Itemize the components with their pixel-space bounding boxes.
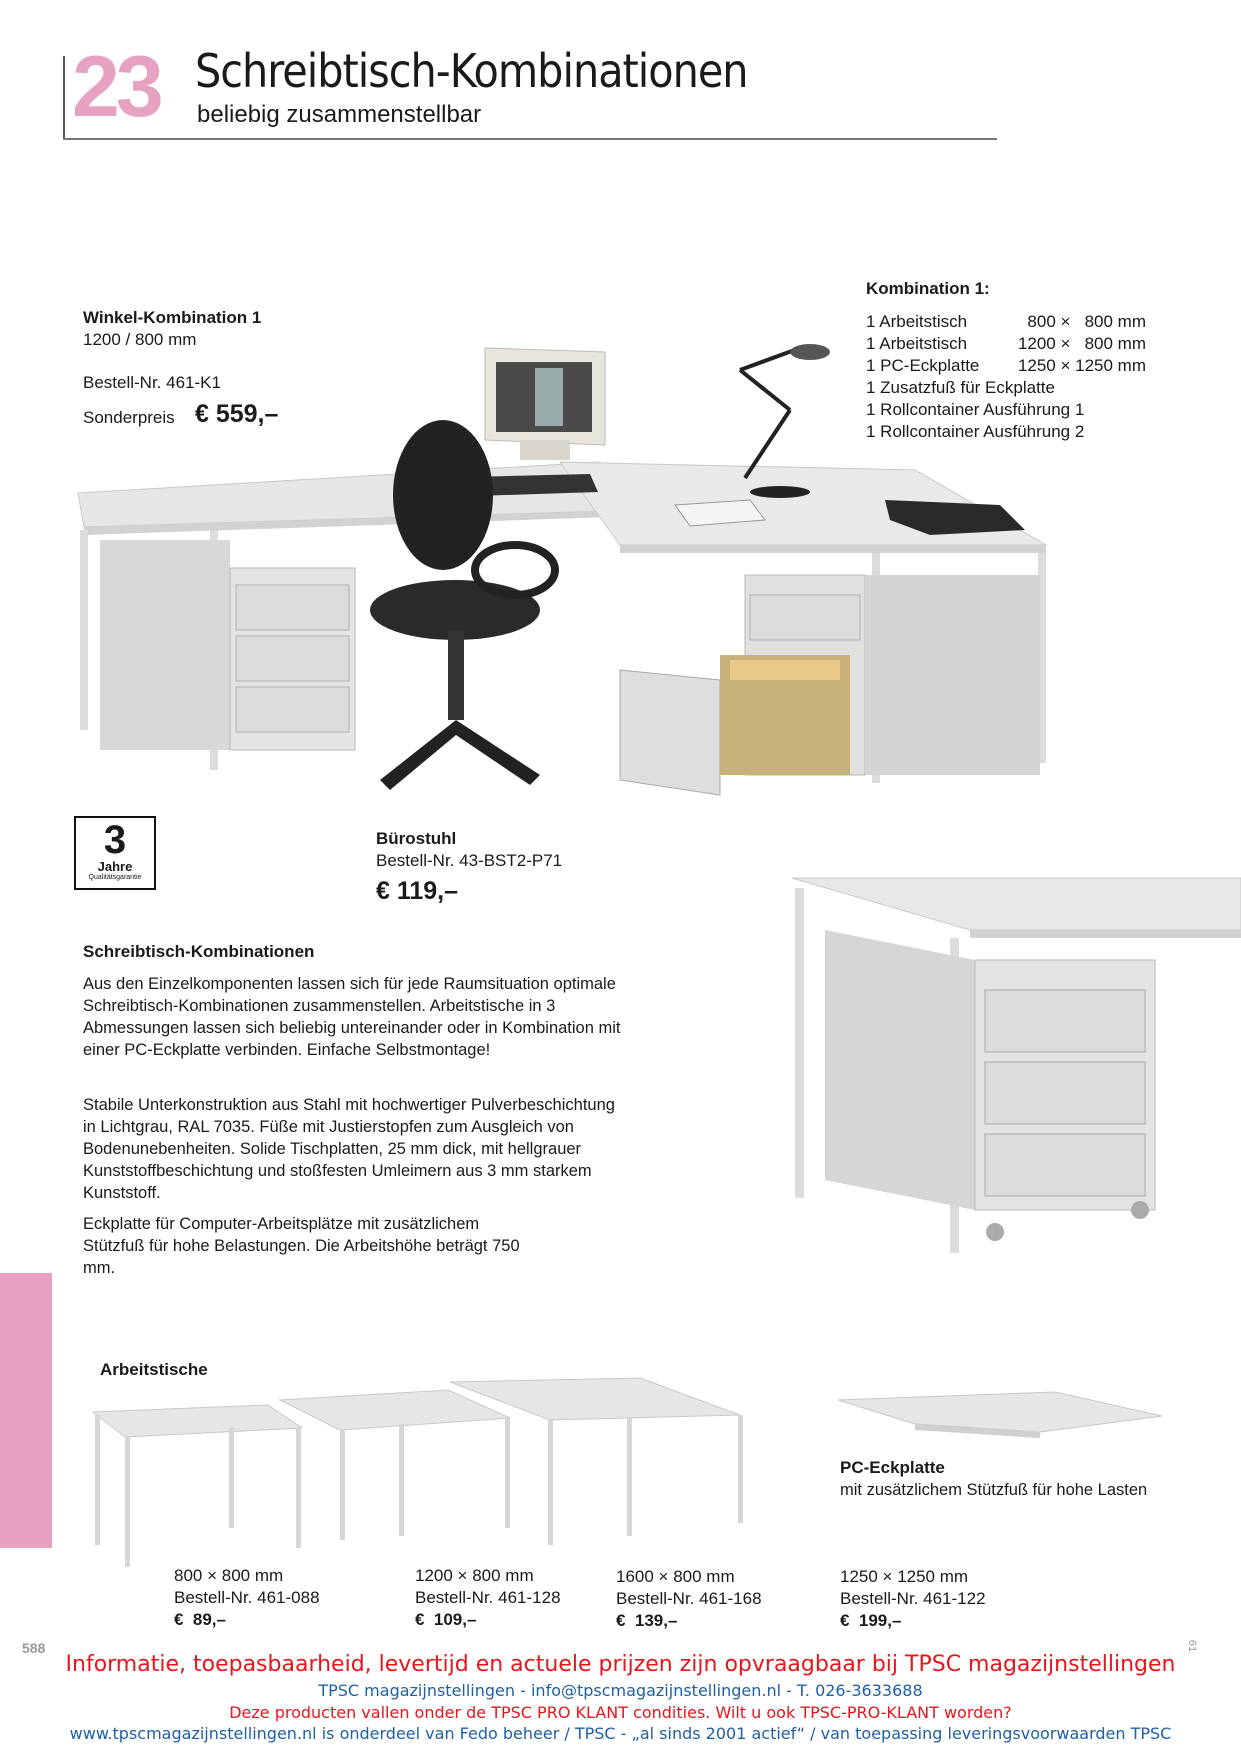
stuhl-order-number: Bestell-Nr. 43-BST2-P71 (376, 851, 563, 870)
stuhl-price: € 119,– (376, 877, 459, 905)
footer-contact-line: TPSC magazijnstellingen - info@tpscmagazijnstellingen.nl - T. 026-3633688 (318, 1681, 923, 1700)
eckplatte-title: PC-Eckplatte (840, 1458, 945, 1477)
eckplatte-price: € 199,– (840, 1611, 902, 1630)
kombination-item-name: 1 Arbeitstisch (866, 334, 968, 353)
arbeitstisch-item (616, 1566, 762, 1632)
winkel-title: Winkel-Kombination 1 (83, 308, 262, 327)
arbeitstisch-item (174, 1565, 320, 1631)
kombination-item-name: 1 PC-Eckplatte (866, 356, 980, 375)
arbeitstisch-price: € 139,– (616, 1611, 678, 1630)
description-paragraph-3: Eckplatte für Computer-Arbeitsplätze mit zusätzlichem Stützfuß für hohe Belastungen. Die Arbeitshöhe beträgt 750 mm. (83, 1215, 520, 1277)
kombination-extra: 1 Rollcontainer Ausführung 2 (866, 422, 1085, 441)
page-subtitle: beliebig zusammenstellbar (197, 101, 482, 128)
kombination-title: Kombination 1: (866, 279, 990, 298)
kombination-list (866, 311, 1166, 443)
arbeitstisch-size: 800 × 800 mm (174, 1566, 284, 1585)
kombination-item-dims: 1200 × 800 mm (1017, 334, 1146, 353)
chapter-tab (0, 1273, 52, 1548)
desk-with-container-image (792, 878, 1241, 1253)
kombination-item-dims: 800 × 800 mm (1027, 312, 1146, 331)
footer-condition-line: Deze producten vallen onder de TPSC PRO KLANT condities. Wilt u ook TPSC-PRO-KLANT worden? (229, 1703, 1012, 1722)
stuhl-title: Bürostuhl (376, 829, 457, 848)
description-paragraph-1: Aus den Einzelkomponenten lassen sich für jede Raumsituation optimale Schreibtisch-Kombinationen zusammenstellen. Arbeitstische in 3 Abmessungen lassen sich beliebig untereinander oder in Kombination mit einer PC-Eckplatte verbinden. Einfache Selbstmontage! (83, 975, 621, 1059)
page-number: 588 (22, 1640, 46, 1656)
arbeitstische-image (93, 1378, 743, 1567)
arbeitstisch-price: € 89,– (174, 1610, 226, 1629)
kombination-row (866, 311, 1166, 333)
arbeitstisch-item (415, 1565, 561, 1631)
footer-info-line: Informatie, toepasbaarheid, levertijd en actuele prijzen zijn opvraagbaar bij TPSC magazijnstellingen (65, 1652, 1176, 1677)
winkel-size: 1200 / 800 mm (83, 330, 197, 349)
kombination-extra: 1 Rollcontainer Ausführung 1 (866, 400, 1085, 419)
eckplatte-order-number: Bestell-Nr. 461-122 (840, 1589, 986, 1608)
eckplatte-size: 1250 × 1250 mm (840, 1567, 969, 1586)
pc-eckplatte-image (838, 1392, 1162, 1438)
description-paragraph-2: Stabile Unterkonstruktion aus Stahl mit hochwertiger Pulverbeschichtung in Lichtgrau, RAL 7035. Füße mit Justierstopfen zum Ausgleich von Bodenunebenheiten. Solide Tischplatten, 25 mm dick, mit hellgrauer Kunststoffbeschichtung und stoßfesten Umleimern aus 3 mm starkem Kunststoff. (83, 1096, 615, 1202)
arbeitstische-title: Arbeitstische (100, 1360, 208, 1379)
winkel-price-label: Sonderpreis (83, 408, 175, 427)
side-number: 61 (1186, 1639, 1199, 1653)
winkel-price: € 559,– (195, 400, 279, 428)
description-title: Schreibtisch-Kombinationen (83, 942, 315, 961)
arbeitstisch-price: € 109,– (415, 1610, 477, 1629)
arbeitstisch-order-number: Bestell-Nr. 461-128 (415, 1588, 561, 1607)
guarantee-label: Jahre (97, 859, 133, 874)
kombination-row (866, 355, 1166, 377)
page-title: Schreibtisch-Kombinationen (195, 44, 748, 98)
guarantee-small-text: Qualitätsgarantie (88, 874, 142, 881)
kombination-extra: 1 Zusatzfuß für Eckplatte (866, 378, 1055, 397)
eckplatte-subtitle: mit zusätzlichem Stützfuß für hohe Lasten (840, 1481, 1148, 1499)
guarantee-badge (74, 816, 156, 890)
arbeitstisch-size: 1600 × 800 mm (616, 1567, 735, 1586)
kombination-row (866, 333, 1166, 355)
winkel-order-number: Bestell-Nr. 461-K1 (83, 373, 221, 392)
guarantee-years: 3 (103, 818, 127, 862)
eckplatte-item (840, 1566, 986, 1632)
kombination-item-dims: 1250 × 1250 mm (1017, 356, 1146, 375)
arbeitstisch-order-number: Bestell-Nr. 461-088 (174, 1588, 320, 1607)
chapter-number: 23 (72, 39, 160, 135)
arbeitstisch-order-number: Bestell-Nr. 461-168 (616, 1589, 762, 1608)
kombination-item-name: 1 Arbeitstisch (866, 312, 968, 331)
arbeitstisch-size: 1200 × 800 mm (415, 1566, 534, 1585)
footer-website-line: www.tpscmagazijnstellingen.nl is onderdeel van Fedo beheer / TPSC - „al sinds 2001 actief“ / van toepassing leveringsvoorwaarden TPSC (69, 1724, 1172, 1743)
